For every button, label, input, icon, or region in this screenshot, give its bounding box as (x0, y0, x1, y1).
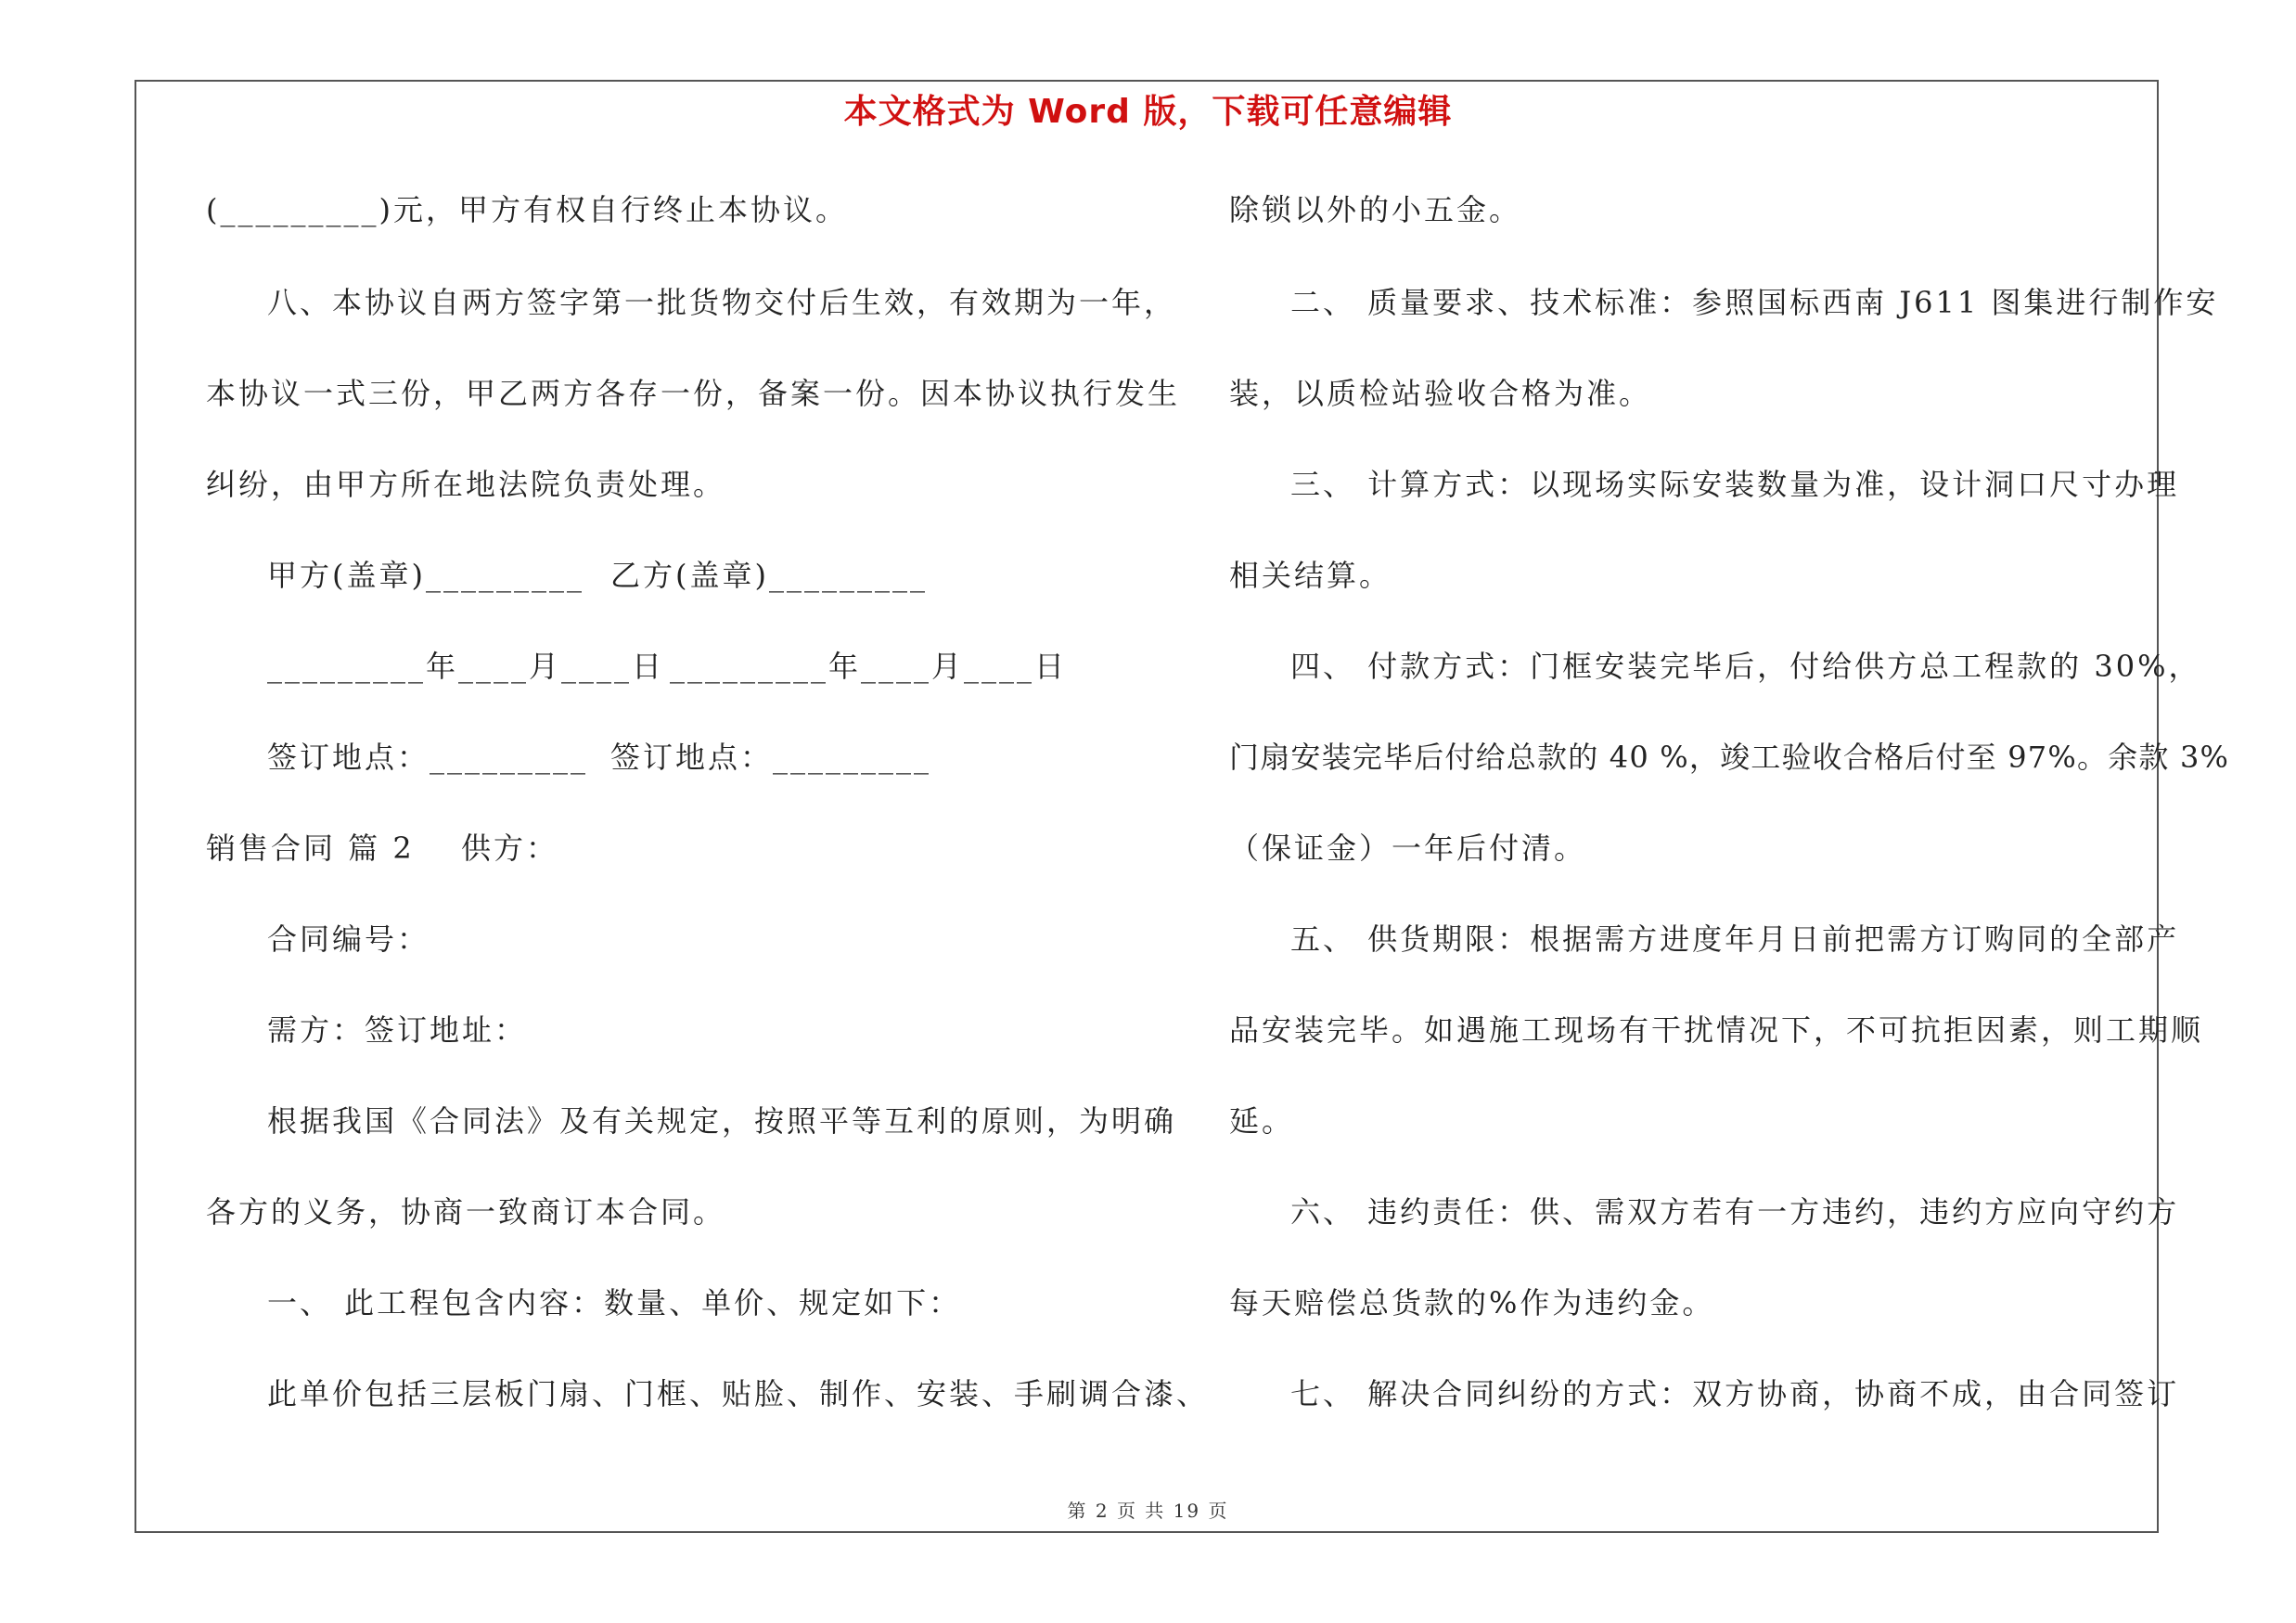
paragraph-line: 五、 供货期限：根据需方进度年月日前把需方订购同的全部产 (1290, 921, 2180, 957)
paragraph-line: 一、 此工程包含内容：数量、单价、规定如下： (267, 1285, 962, 1320)
paragraph-line: 品安装完毕。如遇施工现场有干扰情况下，不可抗拒因素，则工期顺 (1229, 1012, 2204, 1048)
party-a-place: 签订地点：_________ (267, 740, 589, 775)
contract-number-label: 合同编号： (267, 921, 430, 957)
paragraph-line: 六、 违约责任：供、需双方若有一方违约，违约方应向守约方 (1290, 1194, 2180, 1230)
paragraph-line: 各方的义务，协商一致商订本合同。 (206, 1194, 726, 1230)
buyer-label: 需方：签订地址： (267, 1012, 528, 1048)
paragraph-line: 本协议一式三份，甲乙两方各存一份，备案一份。因本协议执行发生 (206, 376, 1181, 411)
paragraph-line: 延。 (1229, 1103, 1295, 1139)
format-banner: 本文格式为 Word 版，下载可任意编辑 (843, 93, 1453, 131)
paragraph-line: 每天赔偿总货款的%作为违约金。 (1229, 1285, 1715, 1320)
paragraph-line: 此单价包括三层板门扇、门框、贴脸、制作、安装、手刷调合漆、 (267, 1376, 1210, 1411)
paragraph-line: 相关结算。 (1229, 558, 1392, 593)
paragraph-line: 装，以质检站验收合格为准。 (1229, 376, 1652, 411)
party-b-date: _________年____月____日 (670, 649, 1068, 684)
paragraph-line: 三、 计算方式：以现场实际安装数量为准，设计洞口尺寸办理 (1290, 467, 2180, 502)
paragraph-line: 四、 付款方式：门框安装完毕后，付给供方总工程款的 30%， (1290, 649, 2201, 684)
section-title: 销售合同 篇 2 (206, 831, 415, 866)
page-number: 第 2 页 共 19 页 (1067, 1500, 1229, 1522)
party-b-seal: 乙方(盖章)_________ (610, 558, 928, 593)
party-b-place: 签订地点：_________ (610, 740, 932, 775)
paragraph-line: 根据我国《合同法》及有关规定，按照平等互利的原则，为明确 (267, 1103, 1177, 1139)
paragraph-line: 门扇安装完毕后付给总款的 40 %，竣工验收合格后付至 97%。余款 3% (1229, 740, 2230, 775)
paragraph-line: 二、 质量要求、技术标准：参照国标西南 J611 图集进行制作安 (1290, 285, 2219, 320)
party-a-date: _________年____月____日 (267, 649, 665, 684)
party-a-seal: 甲方(盖章)_________ (267, 558, 584, 593)
paragraph-line: 八、本协议自两方签字第一批货物交付后生效，有效期为一年， (267, 285, 1177, 320)
paragraph-line: （保证金）一年后付清。 (1229, 831, 1587, 866)
paragraph-line: (_________)元，甲方有权自行终止本协议。 (206, 192, 848, 227)
paragraph-line: 除锁以外的小五金。 (1229, 192, 1522, 227)
paragraph-line: 纠纷，由甲方所在地法院负责处理。 (206, 467, 726, 502)
supplier-label: 供方： (461, 831, 559, 866)
paragraph-line: 七、 解决合同纠纷的方式：双方协商，协商不成，由合同签订 (1290, 1376, 2180, 1411)
